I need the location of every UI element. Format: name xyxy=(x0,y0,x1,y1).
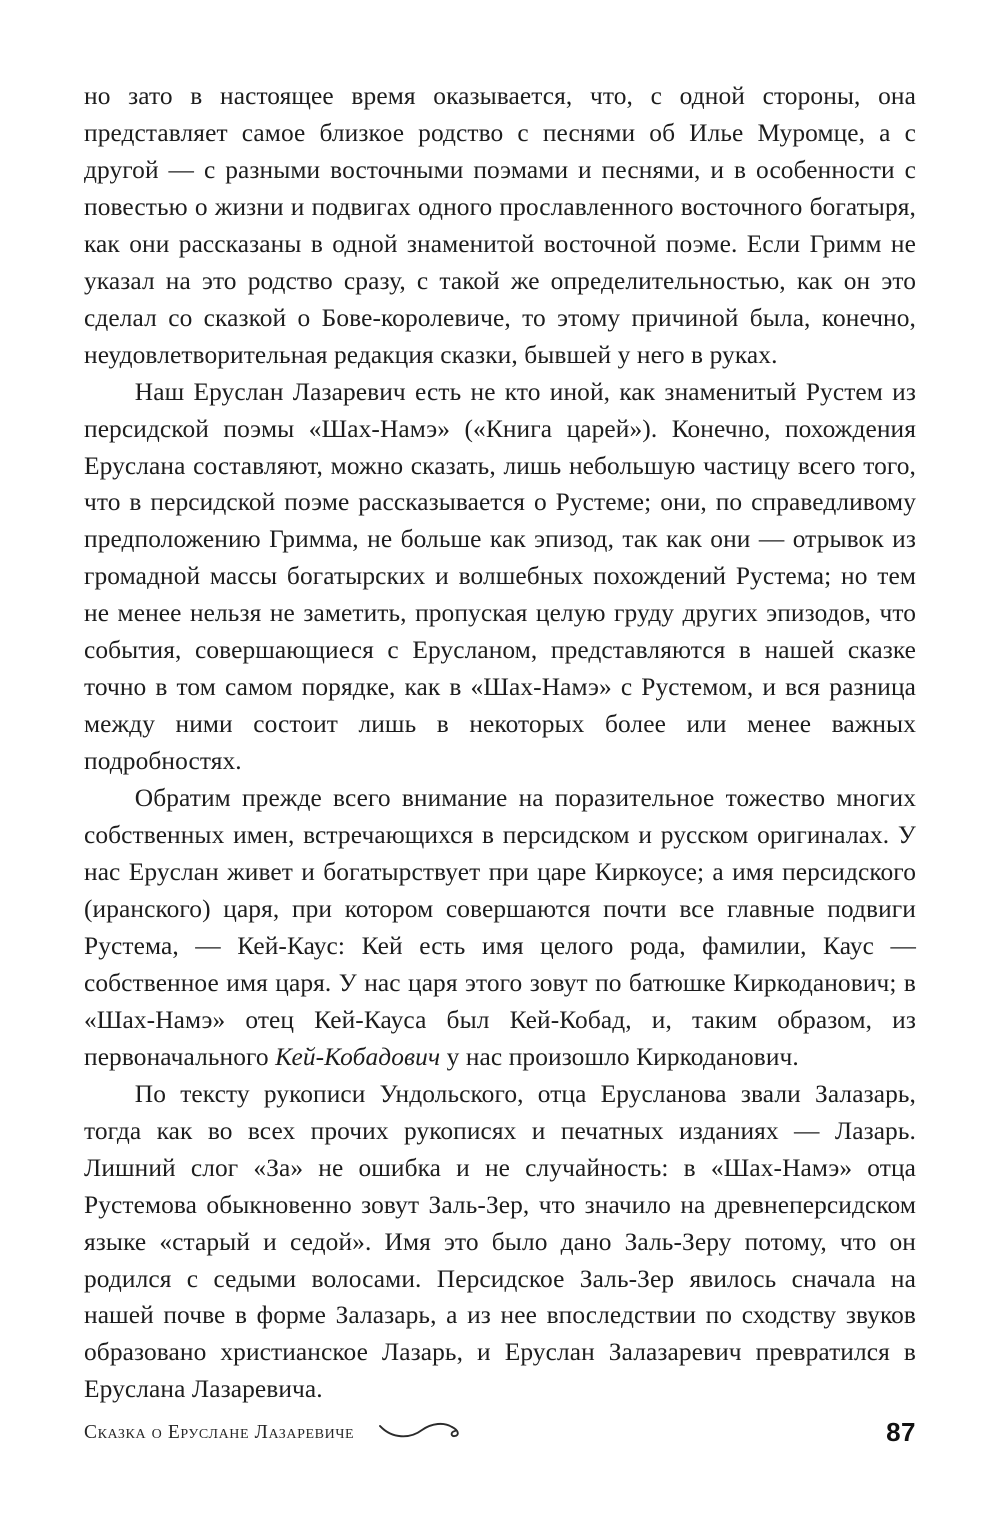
paragraph-3-lead: Обратим прежде всего внимание на поразительное тожество многих собственных имен, встречающихся в персидском и русском оригиналах. У нас Еруслан живет и богатырствует при царе Киркоусе; а имя персидского (иранского) царя, при котором совершаются почти все главные подвиги Рустема, — Кей-Каус: Кей есть имя целого рода, фамилии, Каус — собственное имя царя. У нас царя этого зовут по батюшке Киркоданович; в «Шах-Намэ» отец Кей-Кауса был Кей-Кобад, и, таким образом, из первоначального xyxy=(84,784,916,1071)
paragraph-3-tail: у нас произошло Киркоданович. xyxy=(440,1042,799,1071)
running-title: Сказка о Еруслане Лазаревиче xyxy=(84,1421,355,1443)
footer-left-group xyxy=(84,1419,468,1446)
page-body xyxy=(84,78,916,1408)
paragraph-1: но зато в настоящее время оказывается, что, с одной стороны, она представляет самое близкое родство с песнями об Илье Муромце, а с другой — с разными восточными поэмами и песнями, и в особенности с повестью о жизни и подвигах одного прославленного восточного богатыря, как они рассказаны в одной знаменитой восточной поэме. Если Гримм не указал на это родство сразу, с такой же определительностью, как он это сделал со сказкой о Бове-королевиче, то этому причиной была, конечно, неудовлетворительная редакция сказки, бывшей у него в руках. xyxy=(84,82,916,369)
swash-ornament-icon xyxy=(376,1419,468,1446)
page-number: 87 xyxy=(886,1417,916,1447)
paragraph-2: Наш Еруслан Лазаревич есть не кто иной, как знаменитый Рустем из персидской поэмы «Шах-Намэ» («Книга царей»). Конечно, похождения Еруслана составляют, можно сказать, лишь небольшую частицу всего того, что в персидской поэме рассказывается о Рустеме; они, по справедливому предположению Гримма, не больше как эпизод, так как они — отрывок из громадной массы богатырских и волшебных похождений Рустема; но тем не менее нельзя не заметить, пропуская целую груду других эпизодов, что события, совершающиеся с Ерусланом, представляются в нашей сказке точно в том самом порядке, как в «Шах-Намэ» с Рустемом, и вся разница между ними состоит лишь в некоторых более или менее важных подробностях. xyxy=(84,377,916,776)
paragraph-3-italic-name: Кей-Кобадович xyxy=(275,1042,441,1071)
paragraph-3 xyxy=(84,780,916,1076)
page-footer xyxy=(84,1417,916,1448)
paragraph-4: По тексту рукописи Ундольского, отца Ерусланова звали Залазарь, тогда как во всех прочих рукописях и печатных изданиях — Лазарь. Лишний слог «За» не ошибка и не случайность: в «Шах-Намэ» отца Рустемова обыкновенно зовут Заль-Зер, что значило на древнеперсидском языке «старый и седой». Имя это было дано Заль-Зеру потому, что он родился с седыми волосами. Персидское Заль-Зер явилось сначала на нашей почве в форме Залазарь, а из нее впоследствии по сходству звуков образовано христианское Лазарь, и Еруслан Залазаревич превратился в Еруслана Лазаревича. xyxy=(84,1079,916,1404)
